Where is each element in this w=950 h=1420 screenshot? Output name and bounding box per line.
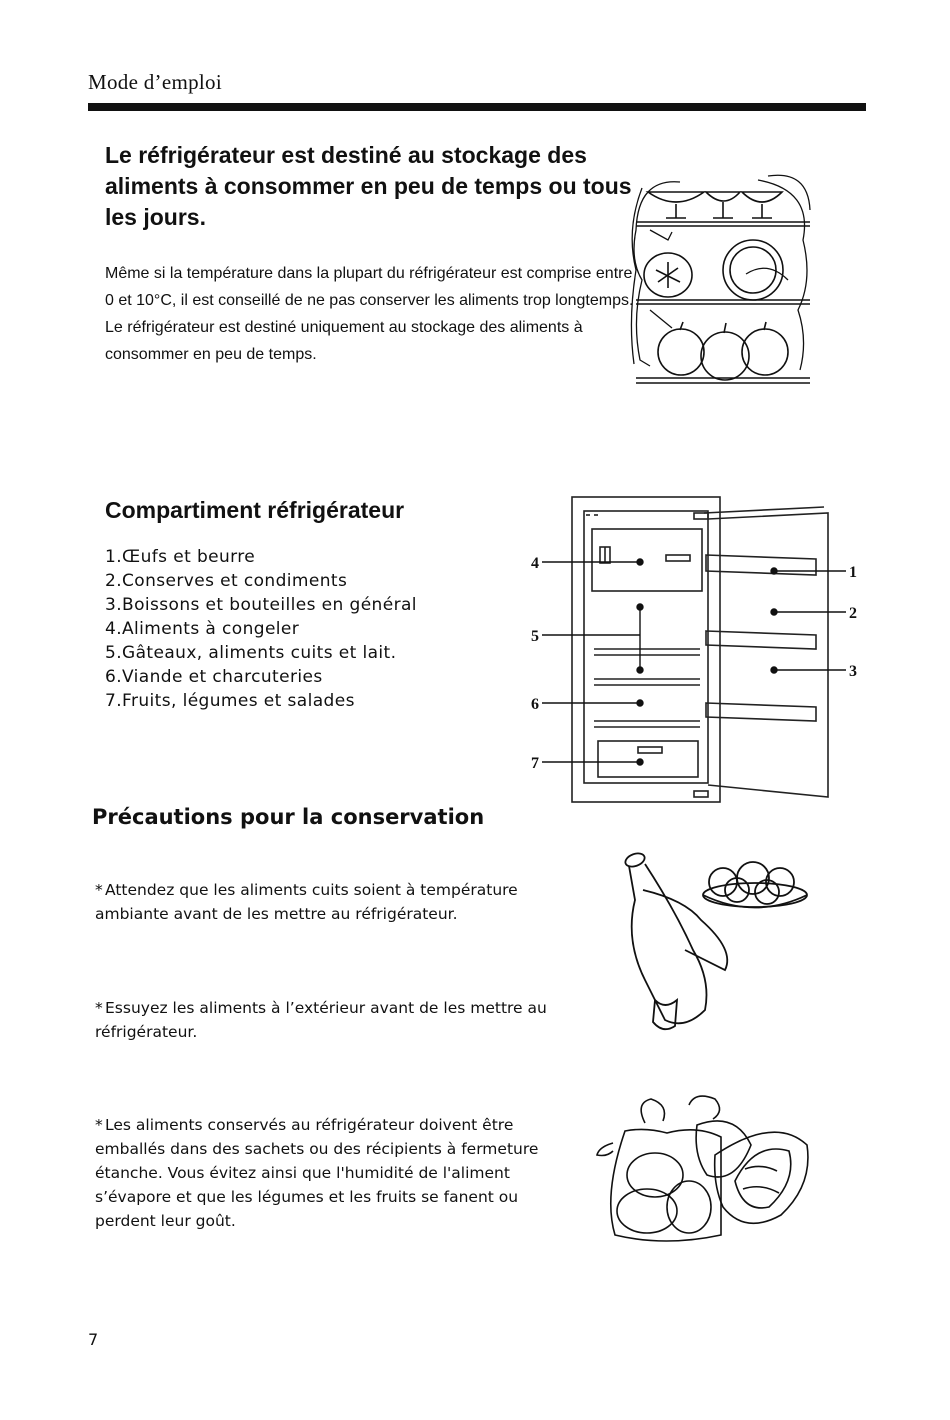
- diagram-label-5: 5: [531, 628, 539, 645]
- list-item: 7.Fruits, légumes et salades: [105, 691, 355, 711]
- tip-sealed-containers: * Les aliments conservés au réfrigérateur doivent être emballés dans des sachets ou des récipients à fermeture étanche. Vous évitez ainsi que l'humidité de l'aliment s’évapore et que les légumes et les fruits se fanent ou perdent leur goût.: [95, 1116, 539, 1230]
- diagram-label-4: 4: [531, 555, 539, 572]
- intro-heading: Le réfrigérateur est destiné au stockage des aliments à consommer en peu de temps ou tous les jours.: [105, 142, 632, 230]
- diagram-label-6: 6: [531, 696, 539, 713]
- wiping-bottle-illustration: [615, 850, 815, 1040]
- fridge-diagram: [528, 485, 878, 810]
- air-circulation-illustration: [628, 170, 813, 388]
- intro-paragraph: Même si la température dans la plupart du réfrigérateur est comprise entre 0 et 10°C, il est conseillé de ne pas conserver les aliments trop longtemps. Le réfrigérateur est destiné uniquement au stockage des aliments à consommer en peu de temps.: [105, 265, 634, 363]
- diagram-label-7: 7: [531, 755, 539, 772]
- page-number: 7: [88, 1330, 99, 1349]
- list-item: 1.Œufs et beurre: [105, 547, 256, 567]
- list-item: 4.Aliments à congeler: [105, 619, 300, 639]
- list-item: 2.Conserves et condiments: [105, 571, 348, 591]
- diagram-label-3: 3: [849, 663, 857, 680]
- header-rule: [88, 103, 866, 111]
- list-item: 6.Viande et charcuteries: [105, 667, 323, 687]
- tip-wipe-food: * Essuyez les aliments à l’extérieur avant de les mettre au réfrigérateur.: [95, 999, 547, 1041]
- document-title: Mode d’emploi: [88, 70, 222, 94]
- wrapped-food-illustration: [585, 1085, 815, 1255]
- precautions-heading: Précautions pour la conservation: [92, 805, 485, 829]
- list-item: 5.Gâteaux, aliments cuits et lait.: [105, 643, 397, 663]
- compartment-heading: Compartiment réfrigérateur: [105, 497, 405, 523]
- tip-cooked-food: * Attendez que les aliments cuits soient à température ambiante avant de les mettre au réfrigérateur.: [95, 881, 518, 923]
- compartment-list: [105, 545, 417, 713]
- diagram-label-2: 2: [849, 605, 857, 622]
- list-item: 3.Boissons et bouteilles en général: [105, 595, 417, 615]
- diagram-label-1: 1: [849, 564, 857, 581]
